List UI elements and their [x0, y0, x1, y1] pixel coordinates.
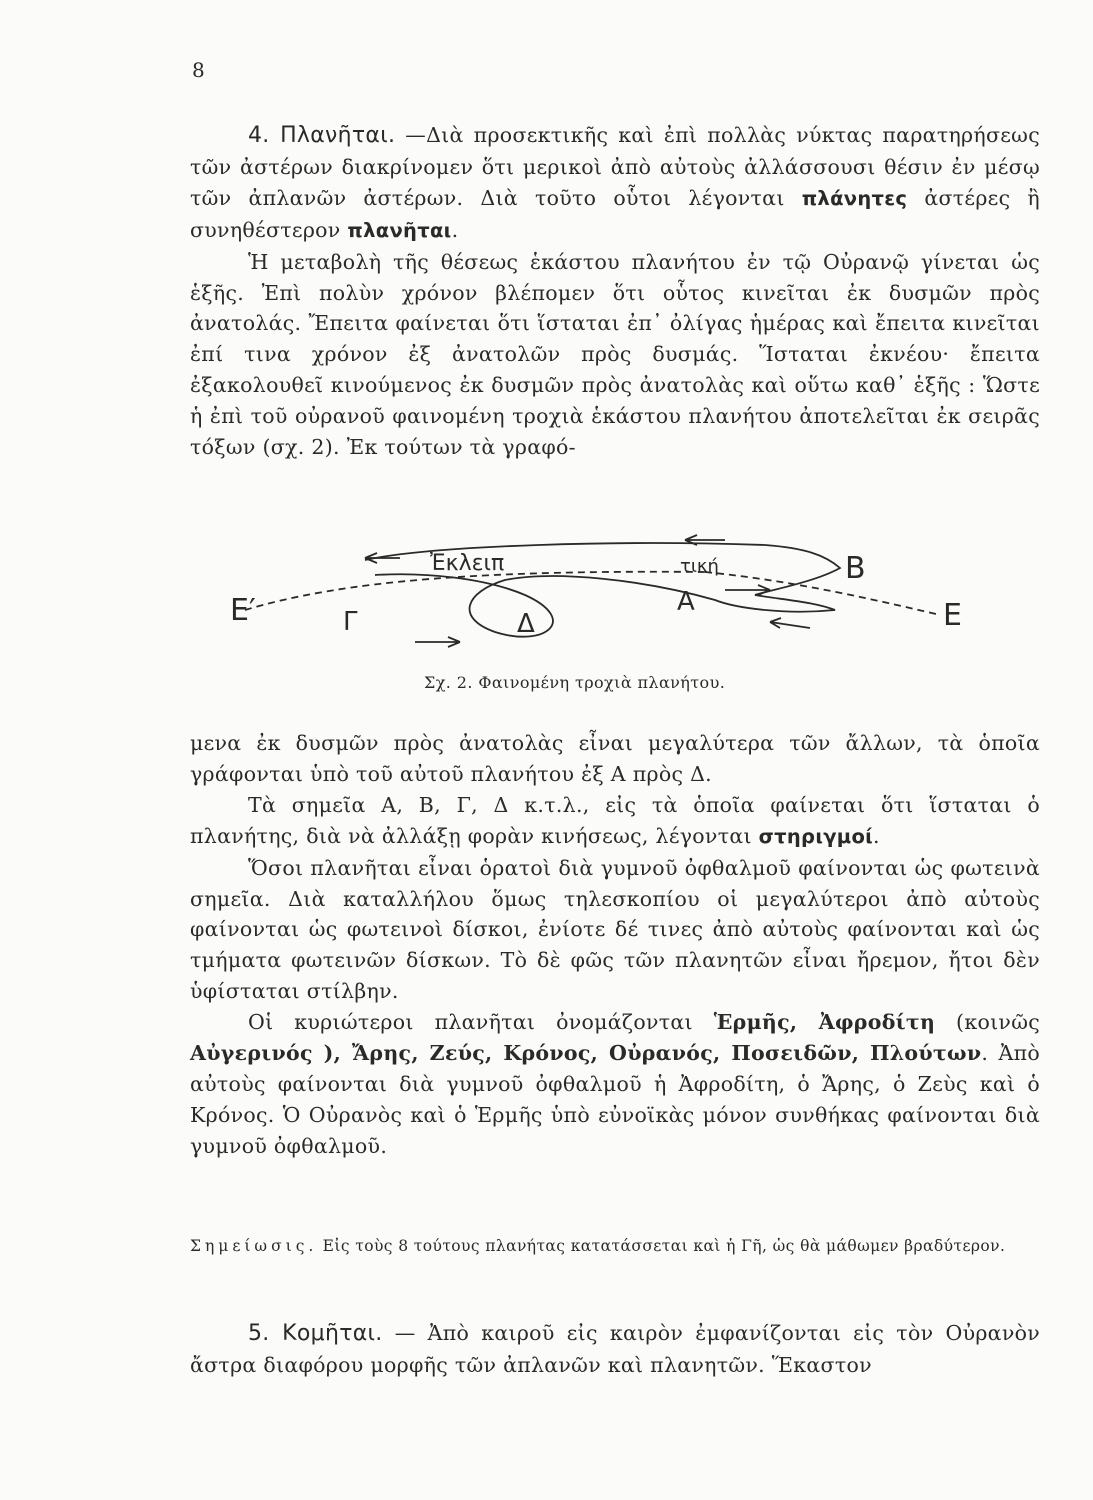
paragraph-arcs: μενα ἐκ δυσμῶν πρὸς ἀνατολὰς εἶναι μεγαλύτερα τῶν ἄλλων, τὰ ὁποῖα γράφονται ὑπὸ τοῦ αὐτοῦ πλανήτου ἐξ Α πρὸς Δ. — [190, 731, 1040, 786]
label-ekleiptiki-1: Ἐκλειπ — [430, 551, 505, 576]
paragraph-names: Οἱ κυριώτεροι πλανῆται ὀνομάζονται Ἑρμῆς, Ἀφροδίτη (κοινῶς Αὐγερινός ), Ἄρης, Ζεύς, Κρόνος, Οὐρανός, Ποσειδῶν, Πλούτων. Ἀπὸ αὐτοὺς φαίνονται διὰ γυμνοῦ ὀφθαλμοῦ ἡ Ἀφροδίτη, ὁ Ἄρης, ὁ Ζεὺς καὶ ὁ Κρόνος. Ὁ Οὐρανὸς καὶ ὁ Ἑρμῆς ὑπὸ εὐνοϊκὰς μόνον συνθήκας φαίνονται διὰ γυμνοῦ ὀφθαλμοῦ. — [190, 1010, 1041, 1158]
paragraph-stationary: Τὰ σημεῖα Α, Β, Γ, Δ κ.τ.λ., εἰς τὰ ὁποῖα φαίνεται ὅτι ἵσταται ὁ πλανήτης, διὰ νὰ ἀλλάξῃ φορὰν κινήσεως, λέγονται στηριγμοί. — [190, 792, 1040, 848]
footnote — [190, 1234, 1040, 1259]
arrow-east-left — [415, 637, 460, 647]
label-ekleiptiki-2: τική — [680, 556, 719, 577]
figure-caption: Σχ. 2. Φαινομένη τροχιὰ πλανήτου. — [424, 673, 726, 692]
term-planetes: πλάνητες — [801, 186, 908, 210]
term-stirigmoi: στηριγμοί — [758, 824, 874, 848]
point-A: Α — [677, 587, 695, 617]
point-D: Δ — [517, 609, 535, 639]
figure-planet-path — [225, 520, 985, 665]
note-label: Σημείωσις. — [190, 1237, 318, 1255]
ecliptic-line-left — [245, 572, 705, 610]
point-E: Ε — [943, 598, 962, 633]
ecliptic-line-right — [705, 572, 940, 615]
definition-text-a: Διὰ προσεκτικῆς καὶ ἐπὶ πολλὰς νύκτας παρατηρήσεως τῶν ἀστέρων διακρίνομεν ὅτι μερικοὶ ἀπὸ αὐτοὺς ἀλλάσσουσι θέσιν ἐν μέσῳ τῶν ἀπλανῶν ἀστέρων. Διὰ τοῦτο οὗτοι λέγονται — [190, 123, 1040, 210]
section-4-continued — [190, 728, 1040, 1162]
term-planetai: πλανῆται — [347, 218, 452, 242]
planet-names-2: Αὐγερινός ), Ἄρης, Ζεύς, Κρόνος, Οὐρανός, Ποσειδῶν, Πλούτων — [190, 1041, 982, 1066]
note-text: Εἰς τοὺς 8 τούτους πλανήτας κατατάσσεται καὶ ἡ Γῆ, ὡς θὰ μάθωμεν βραδύτερον. — [317, 1237, 1006, 1255]
planet-names-1: Ἑρμῆς, Ἀφροδίτη — [713, 1010, 936, 1035]
arrow-east-lower — [725, 585, 770, 595]
paragraph-motion: Ἡ μεταβολὴ τῆς θέσεως ἑκάστου πλανήτου ἐν τῷ Οὐρανῷ γίνεται ὡς ἑξῆς. Ἐπὶ πολὺν χρόνον βλέπομεν ὅτι οὗτος κινεῖται ἐκ δυσμῶν πρὸς ἀνατολάς. Ἔπειτα φαίνεται ὅτι ἵσταται ἐπ᾽ ὀλίγας ἡμέρας καὶ ἔπειτα κινεῖται ἐπί τινα χρόνον ἐξ ἀνατολῶν πρὸς δυσμάς. Ἵσταται ἐκνέου· ἔπειτα ἐξακολουθεῖ κινούμενος ἐκ δυσμῶν πρὸς ἀνατολὰς καὶ οὕτω καθ᾽ ἑξῆς : Ὥστε ἡ ἐπὶ τοῦ οὐρανοῦ φαινομένη τροχιὰ ἑκάστου πλανήτου ἀποτελεῖται ἐκ σειρᾶς τόξων (σχ. 2). Ἐκ τούτων τὰ γραφό- — [190, 249, 1040, 460]
section-4-heading: 4. Πλανῆται. — [248, 123, 396, 148]
paragraph-appearance: Ὅσοι πλανῆται εἶναι ὁρατοὶ διὰ γυμνοῦ ὀφθαλμοῦ φαίνονται ὡς φωτεινὰ σημεῖα. Διὰ καταλλήλου ὅμως τηλεσκοπίου οἱ μεγαλύτεροι ἀπὸ αὐτοὺς φαίνονται ὡς φωτεινοὶ δίσκοι, ἐνίοτε δέ τινες ἀπὸ αὐτοὺς φαίνονται καὶ ὡς τμήματα φωτεινῶν δίσκων. Τὸ δὲ φῶς τῶν πλανητῶν εἶναι ἤρεμον, ἤτοι δὲν ὑφίσταται στίλβην. — [190, 855, 1040, 1004]
arrow-west-bottom — [770, 618, 810, 628]
section-5-heading: 5. Κομῆται. — [248, 1321, 383, 1346]
point-E-prime: Ε′ — [230, 593, 256, 628]
section-4 — [190, 120, 1040, 463]
section-5 — [190, 1318, 1040, 1381]
page-number: 8 — [192, 58, 205, 82]
paragraph-definition: 4. Πλανῆται. —Διὰ προσεκτικῆς καὶ ἐπὶ πολλὰς νύκτας παρατηρήσεως τῶν ἀστέρων διακρίνομεν ὅτι μερικοὶ ἀπὸ αὐτοὺς ἀλλάσσουσι θέσιν ἐν μέσῳ τῶν ἀπλανῶν ἀστέρων. Διὰ τοῦτο οὗτοι λέγονται πλάνητες ἀστέρες ἢ συνηθέστερον πλανῆται. — [190, 123, 1040, 242]
point-B: Β — [845, 551, 866, 586]
point-G: Γ — [343, 607, 358, 637]
paragraph-comets: 5. Κομῆται. — Ἀπὸ καιροῦ εἰς καιρὸν ἐμφανίζονται εἰς τὸν Οὐρανὸν ἄστρα διαφόρου μορφῆς τῶν ἀπλανῶν καὶ πλανητῶν. Ἕκαστον — [190, 1321, 1040, 1377]
